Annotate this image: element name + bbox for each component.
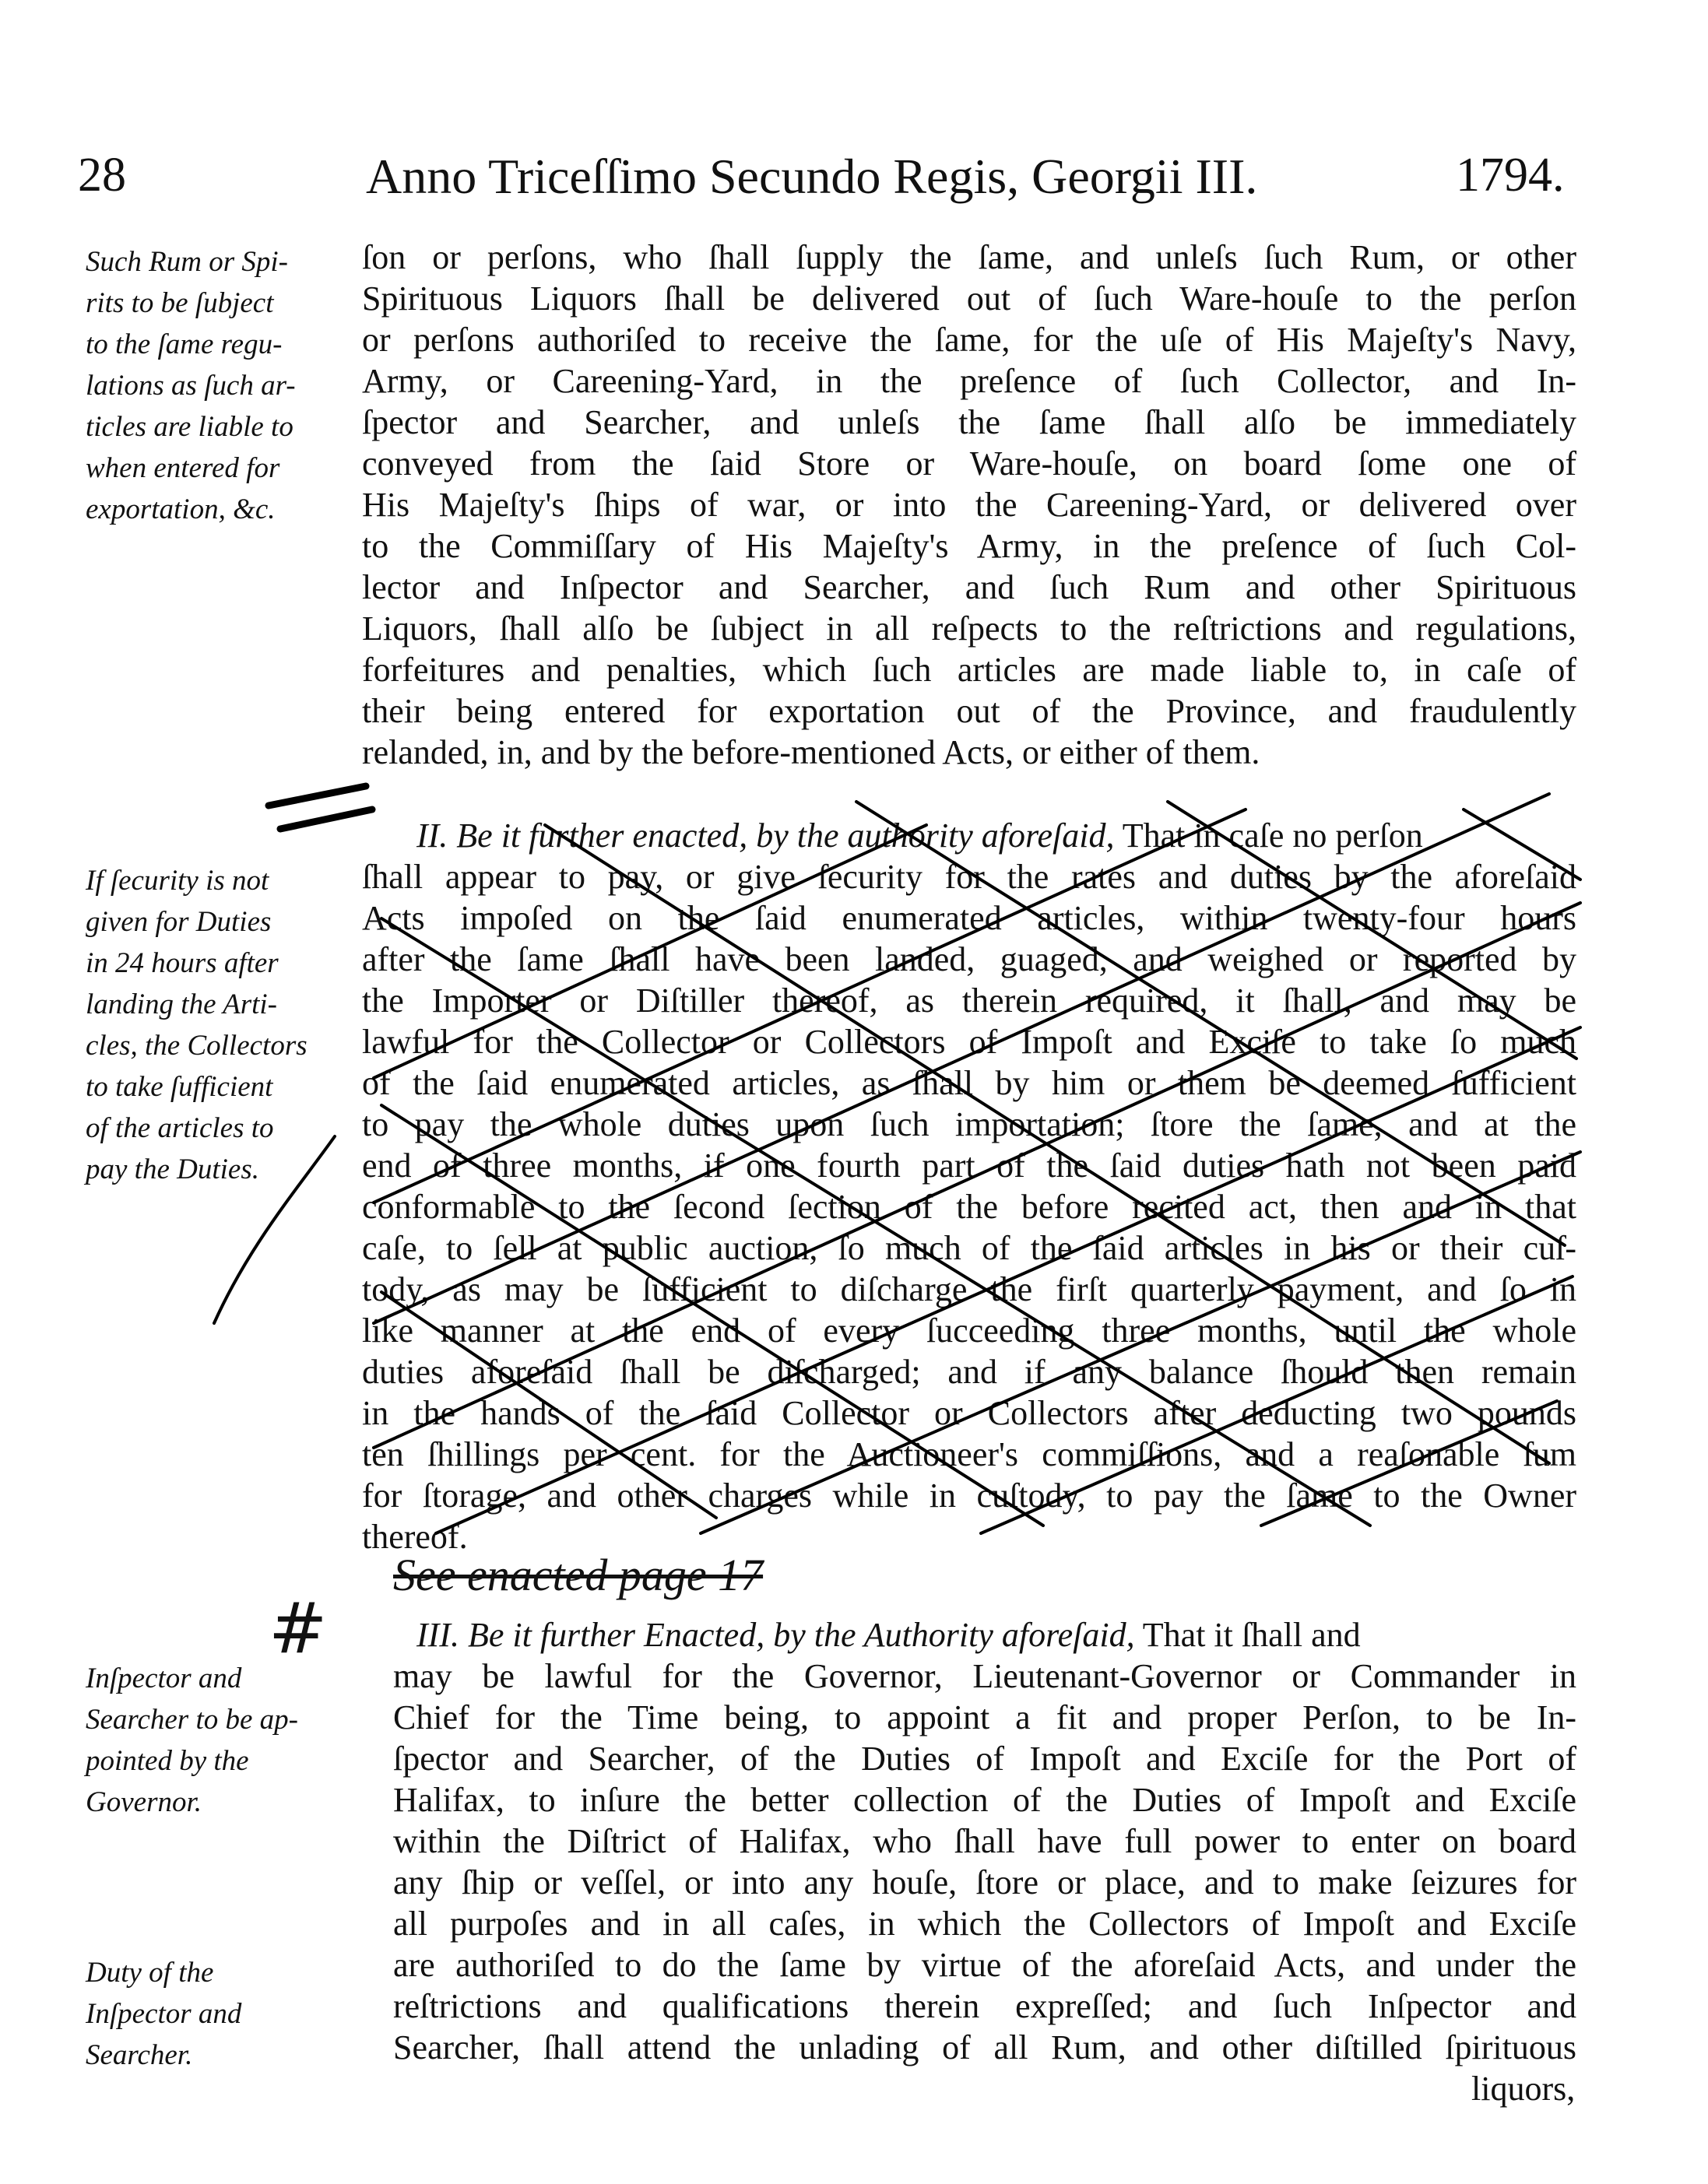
section-2-enacting-clause: II. Be it further enacted, by the authority aforeſaid, <box>416 816 1115 855</box>
text-line: Searcher, ſhall attend the unlading of all Rum, and other diſtilled ſpirituous <box>393 2028 1576 2066</box>
text-line: to pay the whole duties upon ſuch importation; ſtore the ſame, and at the <box>362 1105 1576 1143</box>
text-line: Chief for the Time being, to appoint a fit and proper Perſon, to be In- <box>393 1698 1576 1736</box>
text-line: are authoriſed to do the ſame by virtue of the aforeſaid Acts, and under the <box>393 1946 1576 1984</box>
margin-note-line: of the articles to <box>86 1112 274 1144</box>
text-line: relanded, in, and by the before-mentioned Acts, or either of them. <box>362 733 1260 771</box>
margin-note-line: rits to be ſubject <box>86 287 274 319</box>
text-line: conformable to the ſecond ſection of the before recited act, then and in that <box>362 1188 1576 1226</box>
text-line: all purpoſes and in all caſes, in which the Collectors of Impoſt and Exciſe <box>393 1905 1576 1943</box>
text-line: any ſhip or veſſel, or into any houſe, ſtore or place, and to make ſeizures for <box>393 1863 1576 1901</box>
margin-note-line: pointed by the <box>86 1745 249 1777</box>
margin-note-line: Duty of the <box>86 1957 214 1989</box>
catchword: liquors, <box>1471 2070 1576 2108</box>
text-line: His Majeſty's ſhips of war, or into the Careening-Yard, or delivered over <box>362 486 1576 524</box>
margin-note-line: to take ſufficient <box>86 1071 273 1103</box>
page-number: 28 <box>78 149 126 202</box>
margin-note-line: landing the Arti- <box>86 988 277 1020</box>
margin-note-line: in 24 hours after <box>86 947 279 979</box>
text-line: reſtrictions and qualifications therein expreſſed; and ſuch Inſpector and <box>393 1987 1576 2025</box>
margin-note-line: exportation, &c. <box>86 493 276 525</box>
text-line: ten ſhillings per cent. for the Auctioneer's commiſſions, and a reaſonable ſum <box>362 1435 1576 1473</box>
text-line: Liquors, ſhall alſo be ſubject in all reſpects to the reſtrictions and regulations, <box>362 609 1576 648</box>
margin-note-line: If ſecurity is not <box>86 865 269 897</box>
margin-note-line: ticles are liable to <box>86 411 293 443</box>
text-line: to the Commiſſary of His Majeſty's Army, in the preſence of ſuch Col- <box>362 527 1576 565</box>
text-line: lector and Inſpector and Searcher, and ſuch Rum and other Spirituous <box>362 568 1576 606</box>
margin-note-line: Governor. <box>86 1786 202 1818</box>
handwritten-hash-mark: # <box>269 1588 328 1670</box>
year: 1794. <box>1456 149 1565 202</box>
text-line: Halifax, to inſure the better collection of the Duties of Impoſt and Exciſe <box>393 1781 1576 1819</box>
handwritten-note: See enacted page 17 <box>393 1550 764 1600</box>
text-line: forfeitures and penalties, which ſuch articles are made liable to, in caſe of <box>362 651 1576 689</box>
margin-note-line: pay the Duties. <box>86 1153 259 1185</box>
margin-note-line: given for Duties <box>86 906 272 938</box>
text-line: caſe, to ſell at public auction, ſo much of the ſaid articles in his or their cuſ- <box>362 1229 1576 1267</box>
text-line: their being entered for exportation out of the Province, and fraudulently <box>362 692 1576 730</box>
text-line: like manner at the end of every ſucceeding three months, until the whole <box>362 1311 1576 1350</box>
section-3-enacting-clause: III. Be it further Enacted, by the Authority aforeſaid, <box>416 1616 1135 1654</box>
margin-note-line: Inſpector and <box>86 1663 242 1694</box>
margin-note-line: Inſpector and <box>86 1998 242 2030</box>
text-line: Acts impoſed on the ſaid enumerated articles, within twenty-four hours <box>362 899 1576 937</box>
text-line: conveyed from the ſaid Store or Ware-houſe, on board ſome one of <box>362 444 1576 483</box>
text-line: ſon or perſons, who ſhall ſupply the ſame, and unleſs ſuch Rum, or other <box>362 238 1576 276</box>
text-line: thereof. <box>362 1518 468 1556</box>
margin-note-line: when entered for <box>86 452 280 484</box>
text-line: after the ſame ſhall have been landed, guaged, and weighed or reported by <box>362 940 1576 978</box>
text-line: duties aforeſaid ſhall be diſcharged; and if any balance ſhould then remain <box>362 1353 1576 1391</box>
margin-note-line: Searcher. <box>86 2039 193 2071</box>
text-line: in the hands of the ſaid Collector or Collectors after deducting two pounds <box>362 1394 1576 1432</box>
section-3-opening: That it ſhall and <box>1134 1616 1361 1654</box>
text-line: ſpector and Searcher, and unleſs the ſame ſhall alſo be immediately <box>362 403 1576 441</box>
text-line: within the Diſtrict of Halifax, who ſhall have full power to enter on board <box>393 1822 1576 1860</box>
text-line: may be lawful for the Governor, Lieutenant-Governor or Commander in <box>393 1657 1576 1695</box>
margin-note-line: Such Rum or Spi- <box>86 246 288 278</box>
margin-note-line: lations as ſuch ar- <box>86 370 296 402</box>
section-2-opening: That in caſe no perſon <box>1114 816 1423 855</box>
text-line: the Importer or Diſtiller thereof, as therein required, it ſhall, and may be <box>362 981 1576 1020</box>
running-title: Anno Triceſſimo Secundo Regis, Georgii III. <box>366 149 1258 204</box>
margin-note-line: cles, the Collectors <box>86 1030 308 1062</box>
text-line: lawful for the Collector or Collectors of Impoſt and Exciſe to take ſo much <box>362 1023 1576 1061</box>
margin-note-line: to the ſame regu- <box>86 328 283 360</box>
margin-note-line: Searcher to be ap- <box>86 1704 298 1736</box>
text-line: Army, or Careening-Yard, in the preſence of ſuch Collector, and In- <box>362 362 1576 400</box>
text-line: for ſtorage, and other charges while in cuſtody, to pay the ſame to the Owner <box>362 1476 1576 1515</box>
text-line: ſhall appear to pay, or give ſecurity for the rates and duties by the aforeſaid <box>362 858 1576 896</box>
text-line: ſpector and Searcher, of the Duties of Impoſt and Exciſe for the Port of <box>393 1740 1576 1778</box>
text-line: Spirituous Liquors ſhall be delivered out of ſuch Ware-houſe to the perſon <box>362 279 1576 318</box>
text-line: or perſons authoriſed to receive the ſame, for the uſe of His Majeſty's Navy, <box>362 321 1576 359</box>
text-line: of the ſaid enumerated articles, as ſhall by him or them be deemed ſufficient <box>362 1064 1576 1102</box>
text-line: tody, as may be ſufficient to diſcharge the firſt quarterly payment, and ſo in <box>362 1270 1576 1308</box>
text-line: end of three months, if one fourth part of the ſaid duties hath not been paid <box>362 1146 1576 1185</box>
